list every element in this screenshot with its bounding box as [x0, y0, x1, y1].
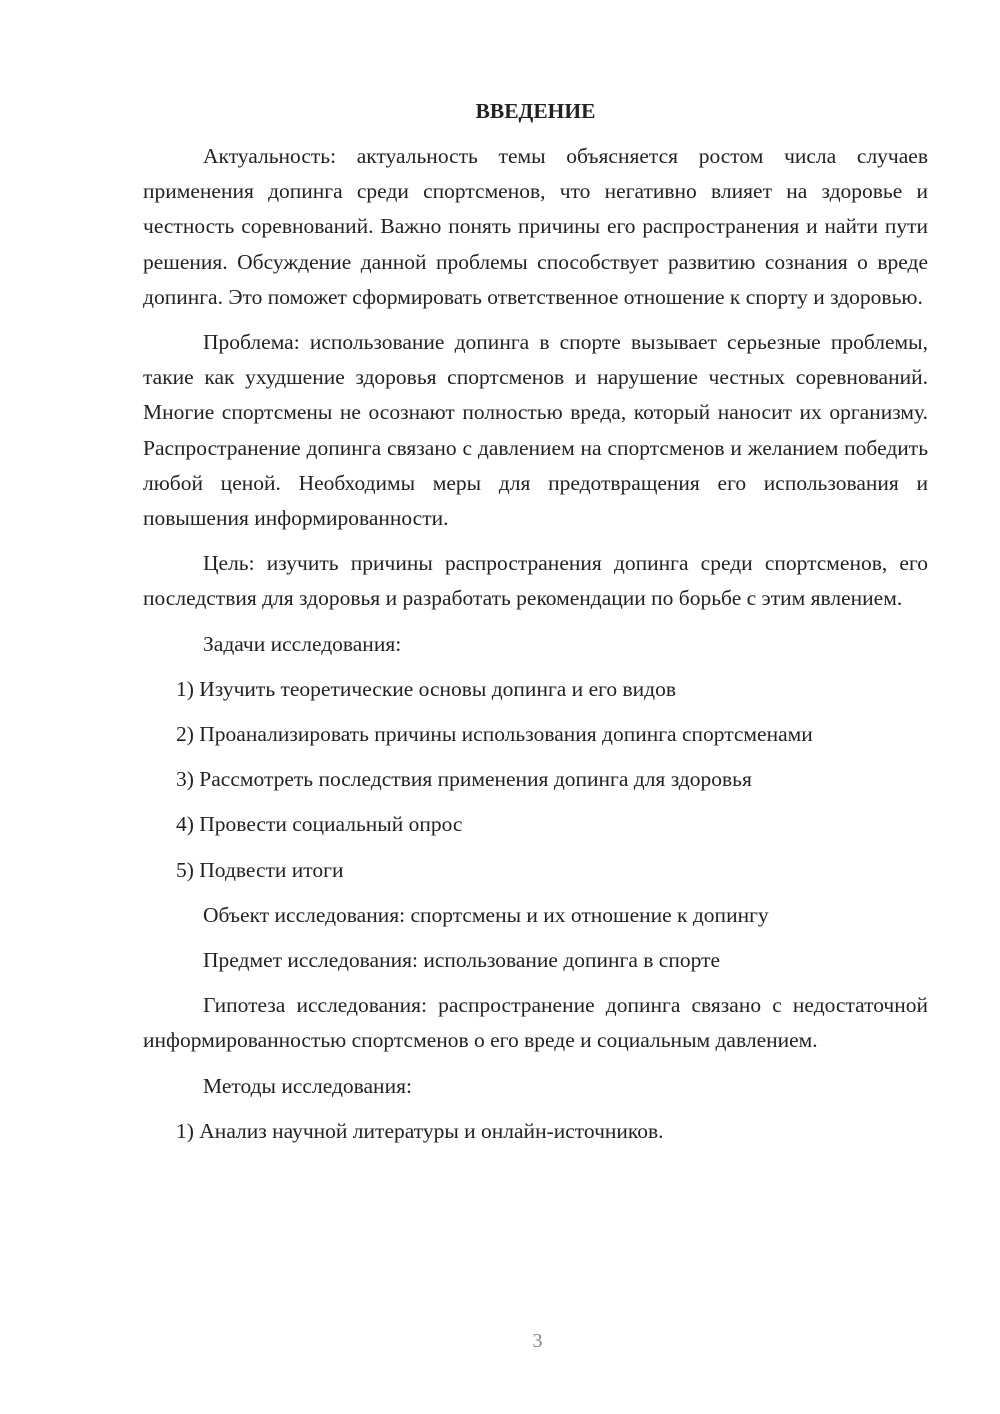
task-item: 1) Изучить теоретические основы допинга и его видов	[176, 676, 677, 701]
page-number: 3	[532, 1330, 543, 1352]
task-item: 4) Провести социальный опрос	[176, 812, 463, 837]
problem-paragraph: Проблема: использование допинга в спорте вызывает серьезные проблемы, такие как ухудшение здоровья спортсменов и нарушение честных соревнований. Многие спортсмены не осознают полностью вреда, который наносит их организму. Распространение допинга связано с давлением на спортсменов и желанием победить любой ценой. Необходимы меры для предотвращения его использования и повышения информированности.	[143, 330, 928, 531]
research-object: Объект исследования: спортсмены и их отношение к допингу	[203, 902, 769, 927]
task-item: 3) Рассмотреть последствия применения допинга для здоровья	[176, 767, 752, 792]
document-title: ВВЕДЕНИЕ	[475, 99, 596, 123]
document-page	[143, 94, 928, 1159]
research-subject: Предмет исследования: использование допинга в спорте	[203, 948, 721, 973]
tasks-heading: Задачи исследования:	[203, 631, 402, 656]
hypothesis-paragraph: Гипотеза исследования: распространение допинга связано с недостаточной информированностью спортсменов о его вреде и социальным давлением.	[143, 993, 928, 1053]
method-item: 1) Анализ научной литературы и онлайн-источников.	[176, 1118, 664, 1143]
task-item: 2) Проанализировать причины использования допинга спортсменами	[176, 722, 813, 747]
goal-paragraph: Цель: изучить причины распространения допинга среди спортсменов, его последствия для здоровья и разработать рекомендации по борьбе с этим явлением.	[143, 551, 928, 611]
task-item: 5) Подвести итоги	[176, 857, 344, 882]
methods-heading: Методы исследования:	[203, 1073, 412, 1098]
relevance-paragraph: Актуальность: актуальность темы объясняется ростом числа случаев применения допинга среди спортсменов, что негативно влияет на здоровье и честность соревнований. Важно понять причины его распространения и найти пути решения. Обсуждение данной проблемы способствует развитию сознания о вреде допинга. Это поможет сформировать ответственное отношение к спорту и здоровью.	[143, 144, 928, 309]
